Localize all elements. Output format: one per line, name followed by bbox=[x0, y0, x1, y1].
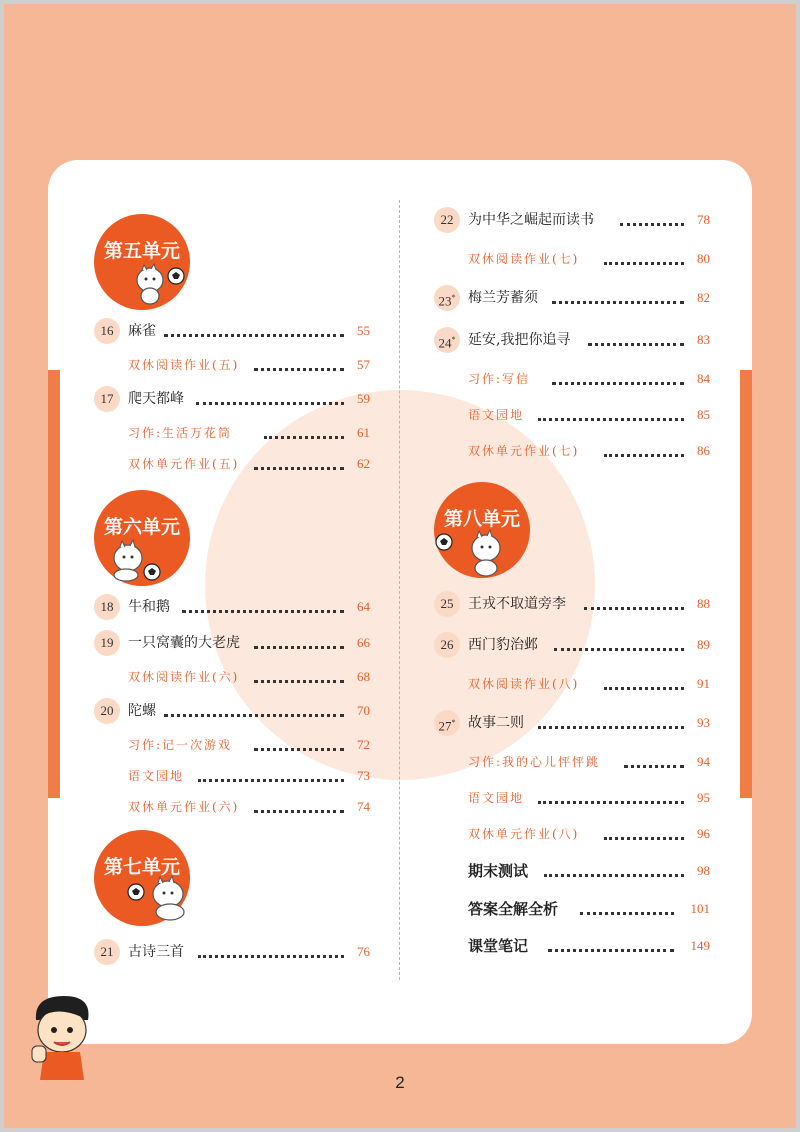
lesson-title: 课堂笔记 bbox=[468, 937, 529, 955]
page-ref: 84 bbox=[697, 371, 710, 386]
lesson-title: 习作:生活万花筒 bbox=[128, 426, 233, 440]
page-ref: 72 bbox=[357, 737, 370, 752]
toc-entry[interactable] bbox=[94, 734, 370, 756]
page-ref: 88 bbox=[697, 596, 710, 611]
dot-leader bbox=[544, 874, 684, 877]
dot-leader bbox=[604, 687, 684, 690]
lesson-title: 双休阅读作业(五) bbox=[128, 358, 240, 372]
lesson-title: 古诗三首 bbox=[128, 944, 184, 960]
right-accent-bar bbox=[740, 370, 752, 798]
lesson-title: 双休单元作业(五) bbox=[128, 457, 240, 471]
page-ref: 98 bbox=[697, 863, 710, 878]
lesson-number bbox=[434, 285, 460, 311]
dot-leader bbox=[164, 334, 344, 337]
lesson-title: 麻雀 bbox=[128, 323, 156, 339]
page-ref: 59 bbox=[357, 391, 370, 406]
dot-leader bbox=[254, 680, 344, 683]
lesson-number: 17 bbox=[94, 386, 120, 412]
lesson-number-text: 23 bbox=[438, 293, 452, 309]
column-divider bbox=[399, 200, 400, 980]
dot-leader bbox=[554, 648, 684, 651]
page-ref: 73 bbox=[357, 768, 370, 783]
page-ref: 89 bbox=[697, 637, 710, 652]
dot-leader bbox=[164, 714, 344, 717]
toc-entry[interactable] bbox=[434, 329, 710, 351]
dot-leader bbox=[584, 607, 684, 610]
dot-leader bbox=[254, 467, 344, 470]
dot-leader bbox=[588, 343, 684, 346]
lesson-number-text: 27 bbox=[438, 718, 452, 734]
optional-mark: * bbox=[451, 293, 456, 302]
lesson-number: 22 bbox=[434, 207, 460, 233]
lesson-title: 双休阅读作业(七) bbox=[468, 252, 580, 266]
mascot-football-icon bbox=[434, 528, 514, 578]
lesson-number bbox=[434, 710, 460, 736]
lesson-title: 期末测试 bbox=[468, 862, 529, 880]
lesson-title: 故事二则 bbox=[468, 715, 524, 731]
toc-entry[interactable] bbox=[434, 593, 710, 615]
lesson-title: 延安,我把你追寻 bbox=[468, 332, 571, 348]
toc-entry[interactable] bbox=[434, 787, 710, 809]
lesson-title: 双休单元作业(八) bbox=[468, 827, 580, 841]
toc-entry[interactable] bbox=[434, 751, 710, 773]
lesson-number-text: 24 bbox=[438, 335, 452, 351]
lesson-title: 双休单元作业(六) bbox=[128, 800, 240, 814]
lesson-number: 19 bbox=[94, 630, 120, 656]
page-ref: 83 bbox=[697, 332, 710, 347]
page-ref: 95 bbox=[697, 790, 710, 805]
lesson-title: 为中华之崛起而读书 bbox=[468, 212, 594, 228]
toc-entry[interactable] bbox=[94, 422, 370, 444]
dot-leader bbox=[264, 436, 344, 439]
page-ref: 85 bbox=[697, 407, 710, 422]
left-accent-bar bbox=[48, 370, 60, 798]
lesson-title: 习作:记一次游戏 bbox=[128, 738, 233, 752]
dot-leader bbox=[196, 402, 344, 405]
page-ref: 80 bbox=[697, 251, 710, 266]
toc-entry[interactable] bbox=[94, 320, 370, 342]
lesson-title: 双休阅读作业(六) bbox=[128, 670, 240, 684]
toc-entry[interactable] bbox=[94, 796, 370, 818]
lesson-number bbox=[434, 327, 460, 353]
toc-entry[interactable] bbox=[94, 632, 370, 654]
page-ref: 66 bbox=[357, 635, 370, 650]
dot-leader bbox=[254, 810, 344, 813]
lesson-title: 梅兰芳蓄须 bbox=[468, 290, 538, 306]
toc-entry[interactable] bbox=[94, 596, 370, 618]
mascot-football-icon bbox=[102, 538, 166, 582]
toc-entry[interactable] bbox=[94, 666, 370, 688]
dot-leader bbox=[198, 779, 344, 782]
toc-entry[interactable] bbox=[434, 898, 710, 920]
page-ref: 78 bbox=[697, 212, 710, 227]
toc-entry[interactable] bbox=[94, 700, 370, 722]
dot-leader bbox=[604, 262, 684, 265]
page-ref: 70 bbox=[357, 703, 370, 718]
lesson-title: 双休单元作业(七) bbox=[468, 444, 580, 458]
page-ref: 74 bbox=[357, 799, 370, 814]
toc-entry[interactable] bbox=[94, 453, 370, 475]
toc-entry[interactable] bbox=[434, 634, 710, 656]
optional-mark: * bbox=[451, 718, 456, 727]
dot-leader bbox=[624, 765, 684, 768]
dot-leader bbox=[604, 837, 684, 840]
dot-leader bbox=[538, 418, 684, 421]
page-ref: 61 bbox=[357, 425, 370, 440]
dot-leader bbox=[254, 646, 344, 649]
lesson-title: 语文园地 bbox=[128, 769, 185, 783]
unit-6-title: 第六单元 bbox=[103, 516, 180, 538]
page-ref: 93 bbox=[697, 715, 710, 730]
toc-entry[interactable] bbox=[94, 765, 370, 787]
toc-entry[interactable] bbox=[434, 935, 710, 957]
page-ref: 76 bbox=[357, 944, 370, 959]
toc-entry[interactable] bbox=[94, 388, 370, 410]
lesson-number: 20 bbox=[94, 698, 120, 724]
page-ref: 149 bbox=[690, 938, 710, 953]
unit-5-badge bbox=[94, 214, 190, 310]
dot-leader bbox=[538, 801, 684, 804]
dot-leader bbox=[254, 368, 344, 371]
dot-leader bbox=[552, 382, 684, 385]
lesson-title: 双休阅读作业(八) bbox=[468, 677, 580, 691]
toc-entry[interactable] bbox=[434, 823, 710, 845]
page-ref: 101 bbox=[690, 901, 710, 916]
lesson-number: 25 bbox=[434, 591, 460, 617]
toc-entry[interactable] bbox=[94, 354, 370, 376]
toc-entry[interactable] bbox=[434, 673, 710, 695]
dot-leader bbox=[182, 610, 344, 613]
lesson-number: 16 bbox=[94, 318, 120, 344]
toc-entry[interactable] bbox=[434, 368, 710, 390]
dot-leader bbox=[548, 949, 674, 952]
lesson-title: 语文园地 bbox=[468, 408, 525, 422]
optional-mark: * bbox=[451, 335, 456, 344]
page-ref: 86 bbox=[697, 443, 710, 458]
unit-7-title: 第七单元 bbox=[103, 856, 180, 878]
toc-entry[interactable] bbox=[434, 287, 710, 309]
lesson-title: 答案全解全析 bbox=[468, 900, 559, 918]
dot-leader bbox=[620, 223, 684, 226]
toc-entry[interactable] bbox=[94, 941, 370, 963]
toc-entry[interactable] bbox=[434, 404, 710, 426]
page-ref: 94 bbox=[697, 754, 710, 769]
lesson-title: 西门豹治邺 bbox=[468, 637, 538, 653]
page-ref: 64 bbox=[357, 599, 370, 614]
page-ref: 55 bbox=[357, 323, 370, 338]
dot-leader bbox=[198, 955, 344, 958]
toc-entry[interactable] bbox=[434, 860, 710, 882]
toc-entry[interactable] bbox=[434, 248, 710, 270]
unit-7-badge bbox=[94, 830, 190, 926]
toc-entry[interactable] bbox=[434, 712, 710, 734]
lesson-title: 爬天都峰 bbox=[128, 391, 184, 407]
lesson-title: 习作:我的心儿怦怦跳 bbox=[468, 755, 601, 769]
page-ref: 96 bbox=[697, 826, 710, 841]
page-ref: 82 bbox=[697, 290, 710, 305]
unit-6-badge bbox=[94, 490, 190, 586]
page-ref: 62 bbox=[357, 456, 370, 471]
toc-entry[interactable] bbox=[434, 440, 710, 462]
unit-8-title: 第八单元 bbox=[443, 508, 520, 530]
lesson-title: 陀螺 bbox=[128, 703, 156, 719]
lesson-number: 21 bbox=[94, 939, 120, 965]
dot-leader bbox=[580, 912, 674, 915]
dot-leader bbox=[538, 726, 684, 729]
lesson-number: 26 bbox=[434, 632, 460, 658]
mascot-football-icon bbox=[130, 262, 188, 306]
lesson-title: 牛和鹅 bbox=[128, 599, 170, 615]
unit-8-badge bbox=[434, 482, 530, 578]
page-number: 2 bbox=[395, 1073, 405, 1092]
lesson-title: 习作:写信 bbox=[468, 372, 531, 386]
boy-mascot-icon bbox=[24, 990, 104, 1080]
dot-leader bbox=[254, 748, 344, 751]
page-ref: 57 bbox=[357, 357, 370, 372]
lesson-title: 王戎不取道旁李 bbox=[468, 596, 566, 612]
unit-5-title: 第五单元 bbox=[103, 240, 180, 262]
dot-leader bbox=[604, 454, 684, 457]
lesson-title: 语文园地 bbox=[468, 791, 525, 805]
dot-leader bbox=[552, 301, 684, 304]
mascot-football-icon bbox=[122, 874, 198, 922]
page-ref: 91 bbox=[697, 676, 710, 691]
toc-entry[interactable] bbox=[434, 209, 710, 231]
lesson-title: 一只窝囊的大老虎 bbox=[128, 635, 240, 651]
lesson-number: 18 bbox=[94, 594, 120, 620]
page-ref: 68 bbox=[357, 669, 370, 684]
